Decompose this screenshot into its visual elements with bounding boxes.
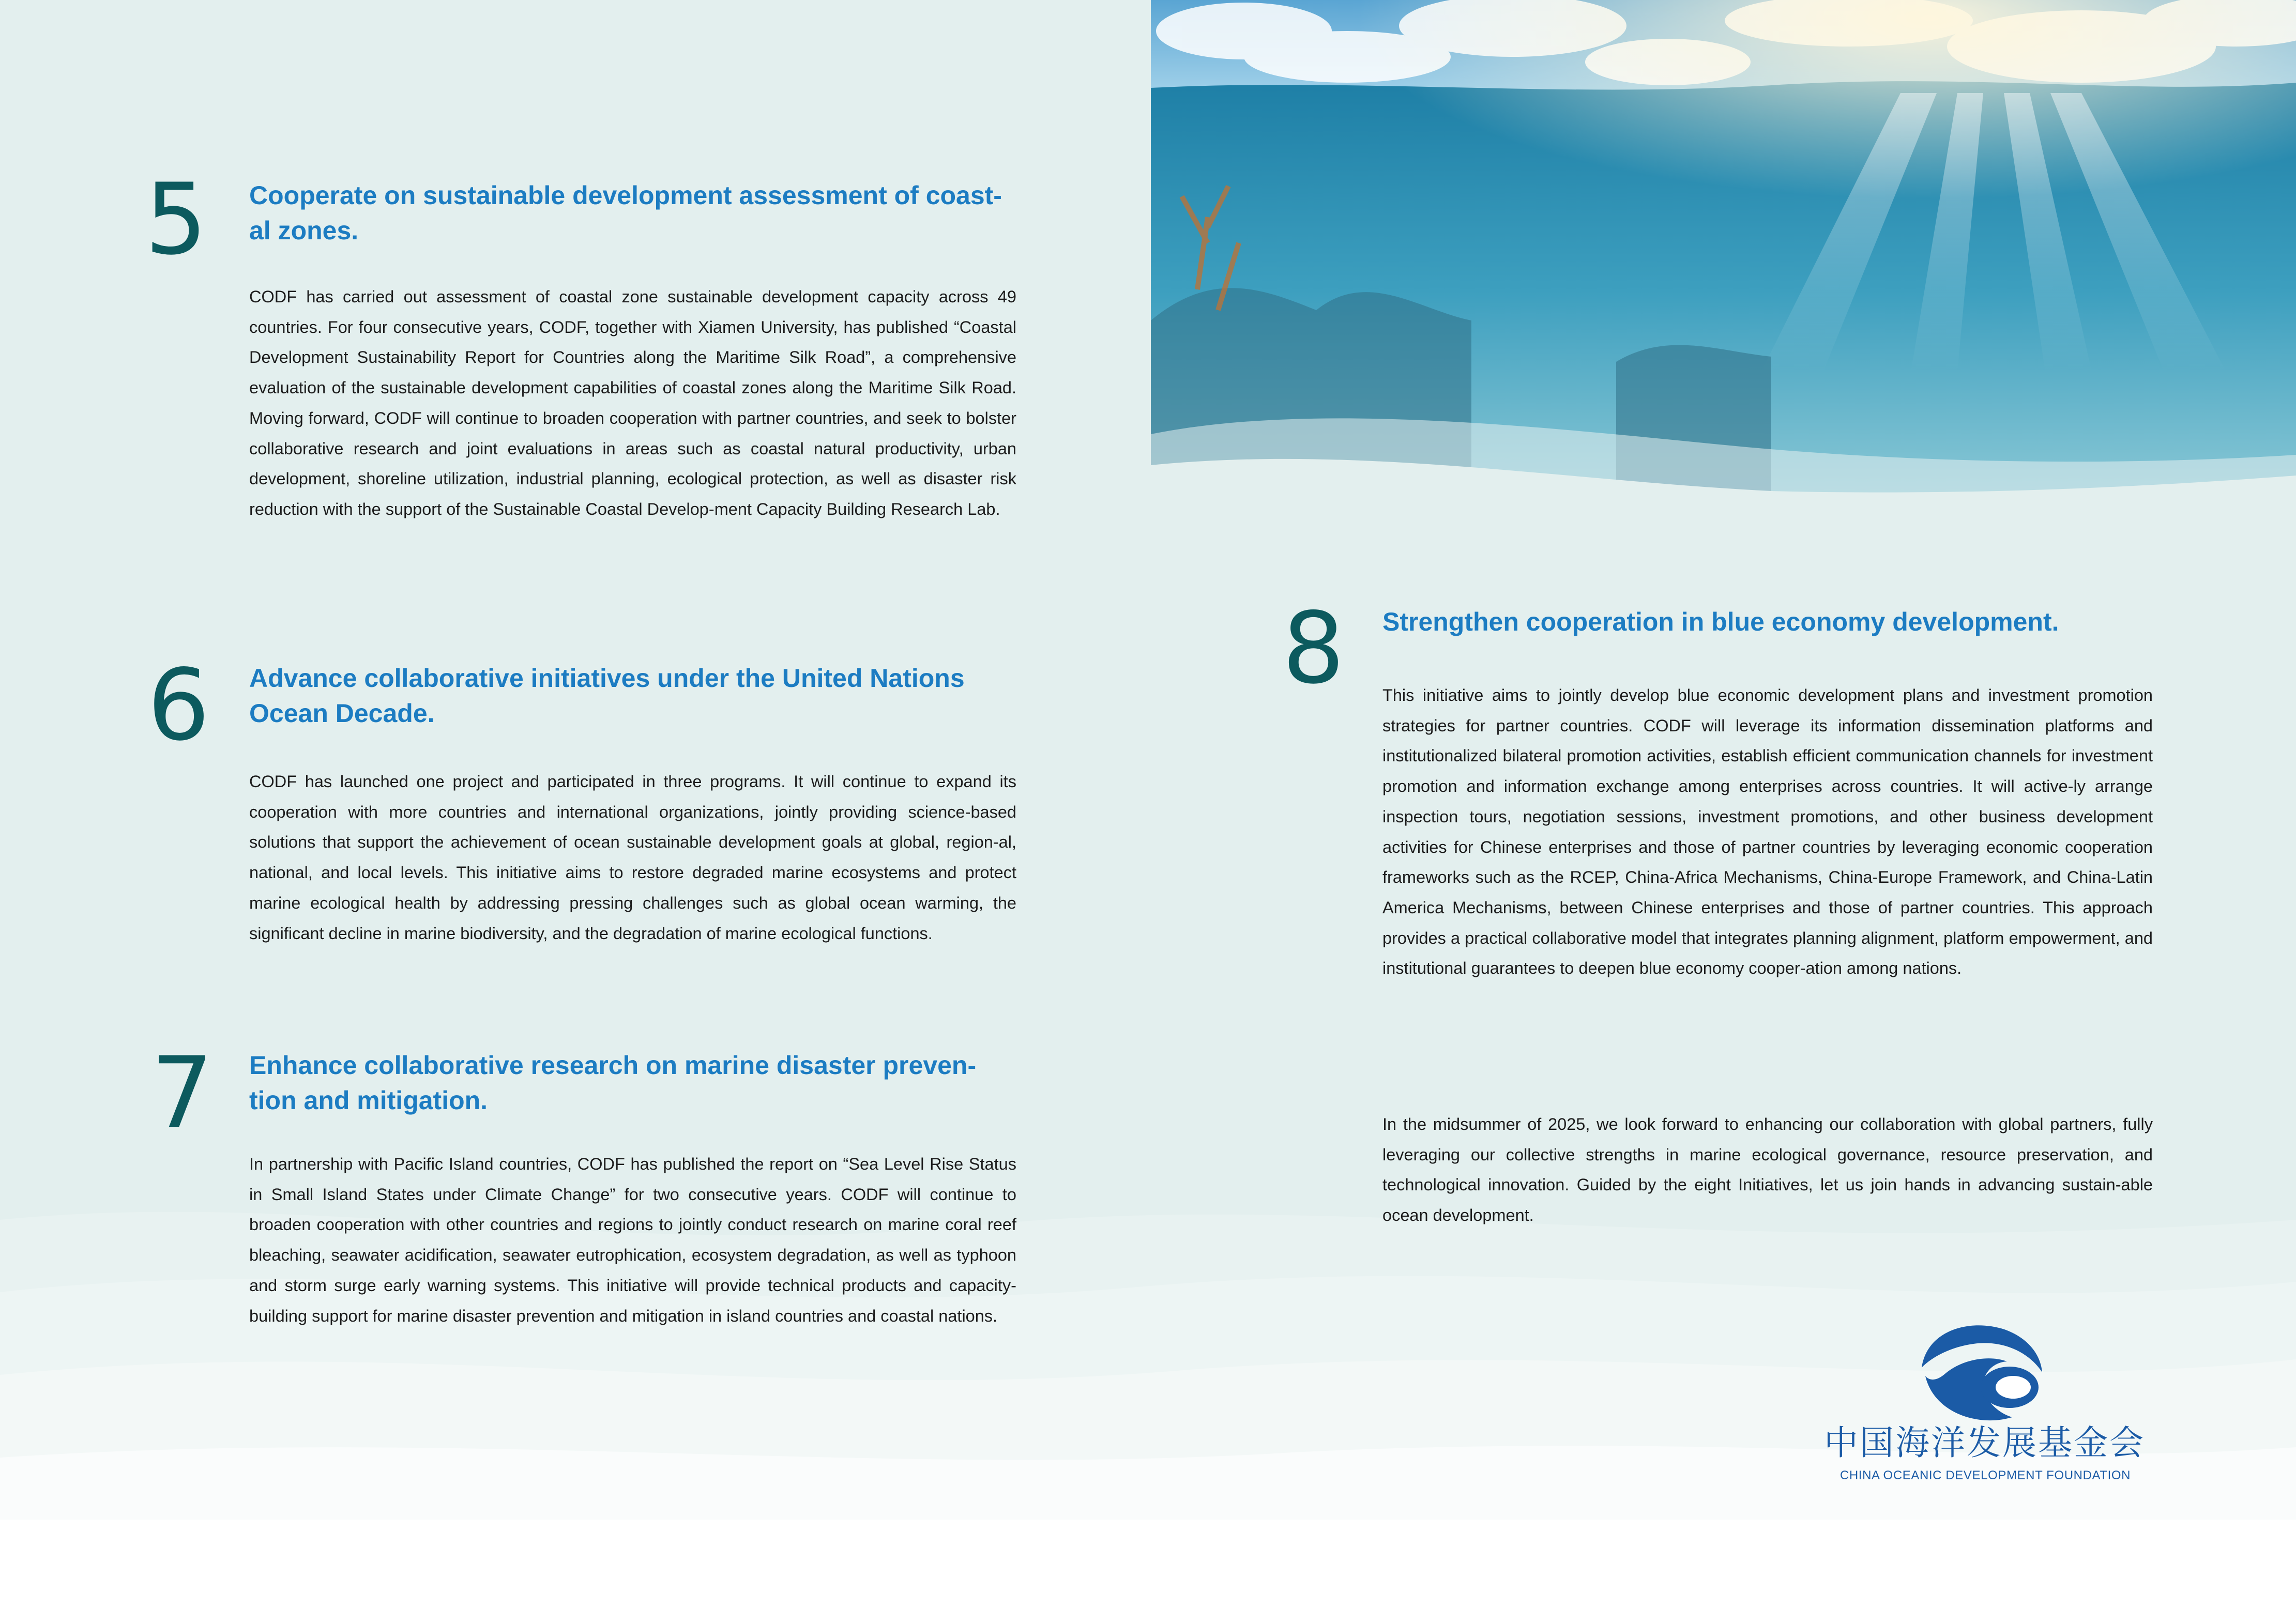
initiative-body: In partnership with Pacific Island countries, CODF has published the report on “Sea Level Rise Status in Small Island States under Climate Change” for two consecutive years. CODF will continue to broaden cooperation with other countries and regions to jointly conduct research on marine coral reef bleaching, seawater acidification, seawater eutrophication, ecosystem degradation, as well as typhoon and storm surge early warning systems. This initiative will provide technical products and capacity-building support for marine disaster prevention and mitigation in island countries and coastal nations.: [249, 1155, 1016, 1325]
initiative-number: 7: [151, 1036, 214, 1150]
initiative-title: Advance collaborative initiatives under the United Nations Ocean Decade.: [249, 664, 965, 728]
initiative-body: CODF has carried out assessment of coastal zone sustainable development capacity across 49 countries. For four consecutive years, CODF, together with Xiamen University, has published “Coastal Development Sustainability Report for Countries along the Maritime Silk Road”, a comprehensive evaluation of the sustainable development capabilities of coastal zones along the Maritime Silk Road. Moving forward, CODF will continue to broaden cooperation with partner countries, and seek to bolster collaborative research and joint evaluations in areas such as coastal natural productivity, urban development, shoreline utilization, industrial planning, ecological protection, as well as disaster risk reduction with the support of the Sustainable Coastal Develop-ment Capacity Building Research Lab.: [249, 287, 1016, 518]
initiative-number: 5: [145, 162, 207, 277]
initiative-title: Strengthen cooperation in blue economy development.: [1382, 607, 2059, 636]
ocean-hero-image: [1151, 0, 2296, 501]
initiative-title: Cooperate on sustainable development assessment of coast-al zones.: [249, 181, 1002, 245]
logo-english-name: CHINA OCEANIC DEVELOPMENT FOUNDATION: [1839, 1468, 2131, 1482]
initiative-title: Enhance collaborative research on marine disaster preven-tion and mitigation.: [249, 1051, 977, 1115]
logo-chinese-name: 中国海洋发展基金会: [1824, 1423, 2145, 1463]
initiative-body: This initiative aims to jointly develop blue economic development plans and investment promotion strategies for partner countries. CODF will leverage its information dissemination platforms and institutionalized bilateral promotion activities, establish efficient communication channels for investment promotion and information exchange among enterprises across countries. It will active-ly arrange inspection tours, negotiation sessions, investment promotions, and other business development activities for Chinese enterprises and those of partner countries by leveraging economic cooperation frameworks such as the RCEP, China-Africa Mechanisms, China-Europe Framework, and China-Latin America Mechanisms, between Chinese enterprises and those of partner countries. This approach provides a practical collaborative model that integrates planning alignment, platform empowerment, and institutional guarantees to deepen blue economy cooper-ation among nations.: [1382, 686, 2153, 978]
initiative-number: 8: [1282, 591, 1345, 706]
closing-paragraph: In the midsummer of 2025, we look forward to enhancing our collaboration with global partners, fully leveraging our collective strengths in marine ecological governance, resource preservation, and technological innovation. Guided by the eight Initiatives, let us join hands in advancing sustain-able ocean development.: [1382, 1115, 2153, 1225]
initiative-body: CODF has launched one project and participated in three programs. It will continue to expand its cooperation with more countries and international organizations, jointly providing science-based solutions that support the achievement of ocean sustainable development goals at global, region-al, national, and local levels. This initiative aims to restore degraded marine ecosystems and protect marine ecological health by addressing pressing challenges such as global ocean warming, the significant decline in marine biodiversity, and the degradation of marine ecological functions.: [249, 772, 1016, 943]
initiative-number: 6: [147, 648, 210, 762]
